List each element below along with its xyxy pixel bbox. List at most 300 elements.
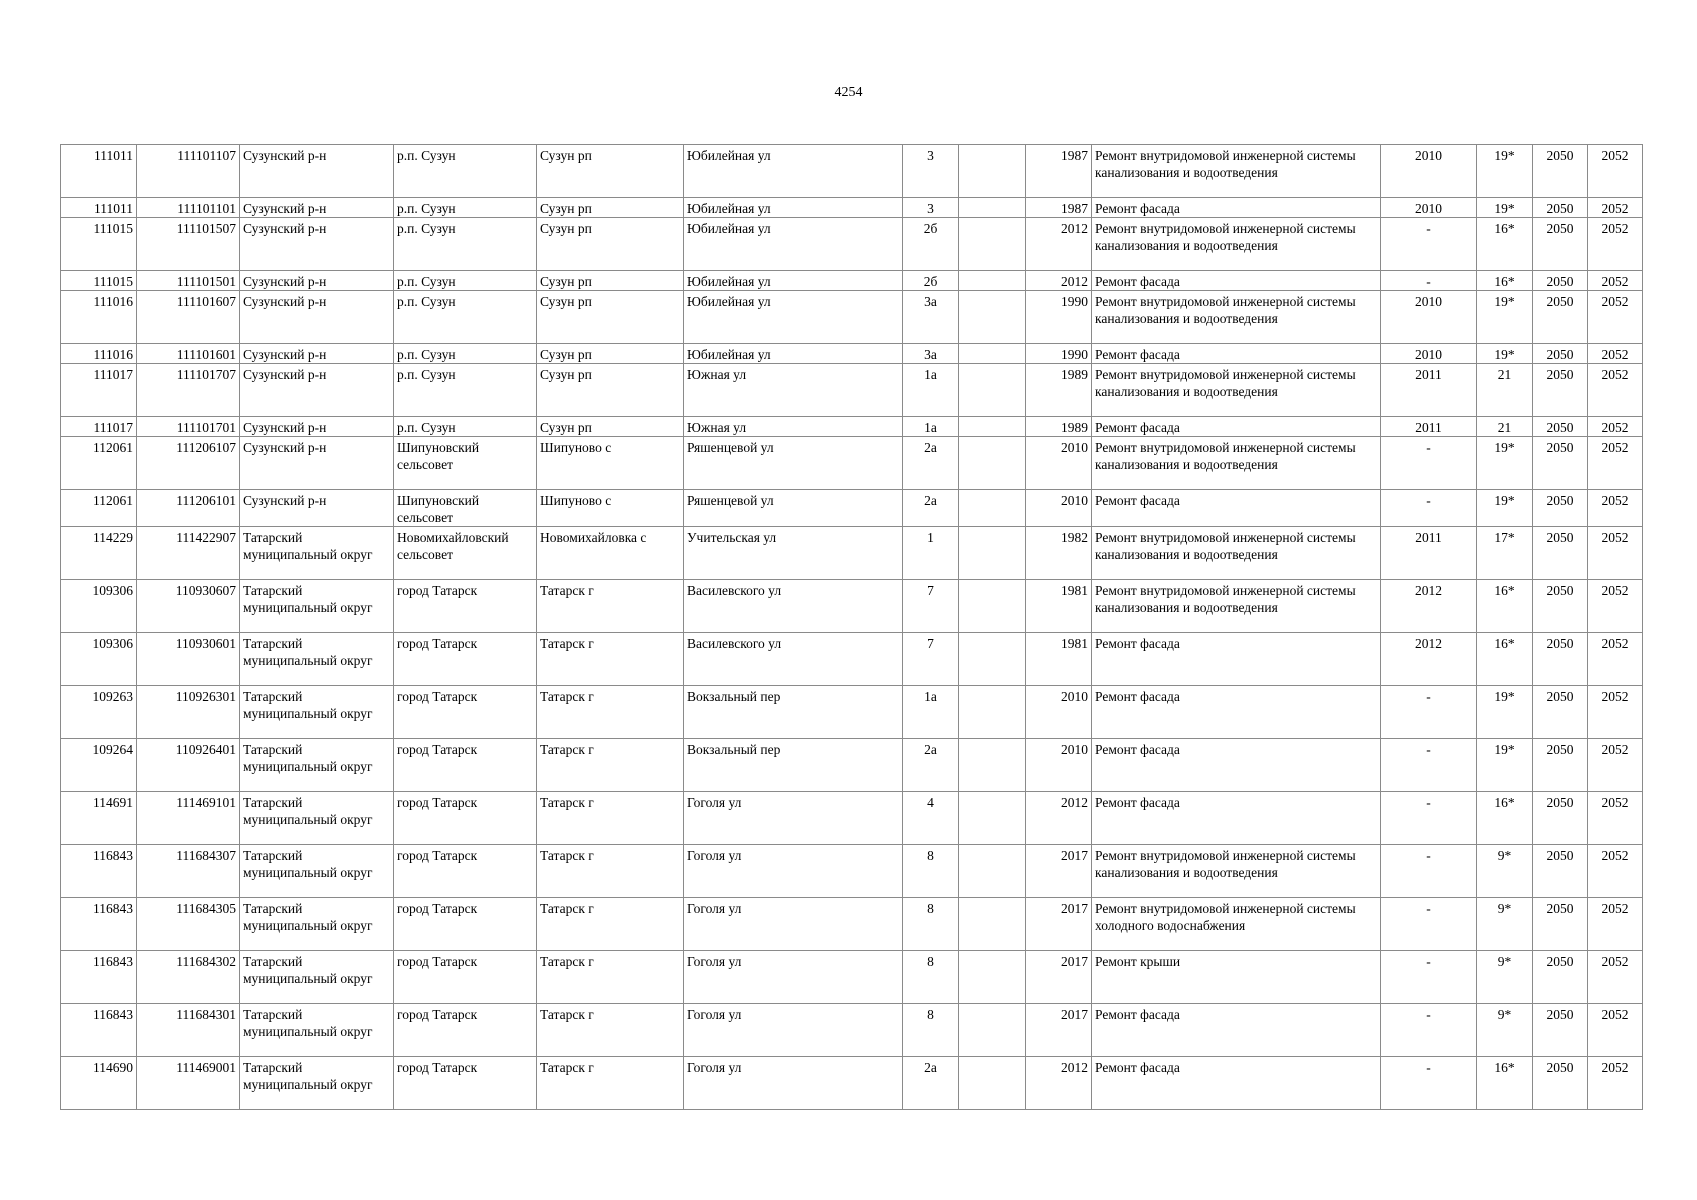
cell-wear: 19* (1477, 198, 1533, 218)
cell-house-number: 2а (903, 437, 959, 490)
cell-building (959, 1057, 1026, 1110)
cell-wear: 19* (1477, 490, 1533, 527)
cell-plan-start: 2050 (1533, 291, 1588, 344)
cell-house-number: 8 (903, 1004, 959, 1057)
cell-work-type: Ремонт внутридомовой инженерной системы канализования и водоотведения (1092, 145, 1381, 198)
cell-house-number: 3а (903, 291, 959, 344)
cell-locality: Сузун рп (537, 145, 684, 198)
cell-locality: Сузун рп (537, 344, 684, 364)
cell-street: Гоголя ул (684, 792, 903, 845)
cell-municipality: Татарский муниципальный округ (240, 527, 394, 580)
cell-work-id: 111206101 (137, 490, 240, 527)
cell-wear: 19* (1477, 739, 1533, 792)
cell-work-id: 111101607 (137, 291, 240, 344)
cell-plan-end: 2052 (1588, 271, 1643, 291)
cell-work-id: 111684305 (137, 898, 240, 951)
cell-building (959, 951, 1026, 1004)
cell-street: Южная ул (684, 417, 903, 437)
cell-work-id: 111469001 (137, 1057, 240, 1110)
cell-house-number: 1а (903, 686, 959, 739)
cell-municipality: Татарский муниципальный округ (240, 845, 394, 898)
cell-work-id: 111206107 (137, 437, 240, 490)
cell-object-id: 112061 (61, 437, 137, 490)
cell-object-id: 109263 (61, 686, 137, 739)
cell-building (959, 792, 1026, 845)
cell-house-number: 1а (903, 417, 959, 437)
cell-year-built: 2010 (1026, 437, 1092, 490)
cell-work-type: Ремонт фасада (1092, 344, 1381, 364)
cell-object-id: 114691 (61, 792, 137, 845)
cell-last-repair-year: 2010 (1381, 198, 1477, 218)
cell-settlement: Новомихайловский сельсовет (394, 527, 537, 580)
cell-municipality: Сузунский р-н (240, 437, 394, 490)
cell-work-type: Ремонт внутридомовой инженерной системы канализования и водоотведения (1092, 291, 1381, 344)
table-row (61, 739, 1643, 792)
cell-last-repair-year: 2010 (1381, 291, 1477, 344)
table-row (61, 633, 1643, 686)
cell-wear: 16* (1477, 271, 1533, 291)
cell-last-repair-year: - (1381, 792, 1477, 845)
cell-settlement: город Татарск (394, 792, 537, 845)
cell-plan-end: 2052 (1588, 633, 1643, 686)
cell-work-type: Ремонт фасада (1092, 686, 1381, 739)
cell-municipality: Сузунский р-н (240, 218, 394, 271)
cell-plan-start: 2050 (1533, 633, 1588, 686)
cell-object-id: 111017 (61, 417, 137, 437)
cell-object-id: 109306 (61, 580, 137, 633)
cell-object-id: 116843 (61, 1004, 137, 1057)
cell-building (959, 580, 1026, 633)
cell-building (959, 527, 1026, 580)
cell-street: Южная ул (684, 364, 903, 417)
cell-settlement: Шипуновский сельсовет (394, 437, 537, 490)
cell-object-id: 111015 (61, 271, 137, 291)
cell-plan-start: 2050 (1533, 580, 1588, 633)
cell-municipality: Сузунский р-н (240, 271, 394, 291)
cell-work-id: 111684307 (137, 845, 240, 898)
cell-last-repair-year: 2011 (1381, 417, 1477, 437)
cell-work-id: 111469101 (137, 792, 240, 845)
cell-year-built: 2017 (1026, 1004, 1092, 1057)
cell-work-id: 111101707 (137, 364, 240, 417)
cell-building (959, 845, 1026, 898)
cell-locality: Татарск г (537, 580, 684, 633)
cell-locality: Татарск г (537, 1057, 684, 1110)
table-row (61, 364, 1643, 417)
cell-last-repair-year: 2012 (1381, 580, 1477, 633)
cell-last-repair-year: 2012 (1381, 633, 1477, 686)
cell-work-type: Ремонт фасада (1092, 633, 1381, 686)
cell-object-id: 111017 (61, 364, 137, 417)
cell-municipality: Сузунский р-н (240, 291, 394, 344)
cell-plan-end: 2052 (1588, 1004, 1643, 1057)
cell-locality: Татарск г (537, 1004, 684, 1057)
cell-plan-start: 2050 (1533, 951, 1588, 1004)
cell-plan-end: 2052 (1588, 951, 1643, 1004)
cell-last-repair-year: 2010 (1381, 344, 1477, 364)
cell-year-built: 2010 (1026, 490, 1092, 527)
cell-last-repair-year: 2010 (1381, 145, 1477, 198)
cell-municipality: Татарский муниципальный округ (240, 580, 394, 633)
cell-plan-start: 2050 (1533, 792, 1588, 845)
cell-work-type: Ремонт фасада (1092, 739, 1381, 792)
cell-settlement: р.п. Сузун (394, 218, 537, 271)
cell-plan-start: 2050 (1533, 898, 1588, 951)
cell-settlement: город Татарск (394, 1004, 537, 1057)
page-number: 4254 (834, 85, 863, 100)
cell-work-id: 110930607 (137, 580, 240, 633)
cell-wear: 16* (1477, 792, 1533, 845)
cell-municipality: Татарский муниципальный округ (240, 1004, 394, 1057)
cell-year-built: 1981 (1026, 633, 1092, 686)
cell-house-number: 2б (903, 218, 959, 271)
table-row (61, 1057, 1643, 1110)
cell-work-id: 111684301 (137, 1004, 240, 1057)
cell-work-type: Ремонт внутридомовой инженерной системы канализования и водоотведения (1092, 845, 1381, 898)
cell-year-built: 1981 (1026, 580, 1092, 633)
cell-year-built: 2012 (1026, 218, 1092, 271)
cell-plan-end: 2052 (1588, 845, 1643, 898)
cell-street: Гоголя ул (684, 1004, 903, 1057)
cell-settlement: город Татарск (394, 951, 537, 1004)
cell-plan-start: 2050 (1533, 417, 1588, 437)
cell-building (959, 686, 1026, 739)
cell-last-repair-year: - (1381, 271, 1477, 291)
cell-plan-end: 2052 (1588, 198, 1643, 218)
cell-year-built: 2012 (1026, 1057, 1092, 1110)
cell-house-number: 4 (903, 792, 959, 845)
cell-last-repair-year: 2011 (1381, 364, 1477, 417)
cell-last-repair-year: - (1381, 951, 1477, 1004)
cell-work-type: Ремонт фасада (1092, 1057, 1381, 1110)
cell-work-type: Ремонт внутридомовой инженерной системы канализования и водоотведения (1092, 527, 1381, 580)
cell-object-id: 114229 (61, 527, 137, 580)
cell-work-type: Ремонт внутридомовой инженерной системы канализования и водоотведения (1092, 218, 1381, 271)
cell-municipality: Татарский муниципальный округ (240, 739, 394, 792)
cell-last-repair-year: - (1381, 437, 1477, 490)
cell-street: Юбилейная ул (684, 198, 903, 218)
cell-plan-start: 2050 (1533, 437, 1588, 490)
table-row (61, 490, 1643, 527)
table-row (61, 344, 1643, 364)
cell-house-number: 3 (903, 145, 959, 198)
cell-street: Гоголя ул (684, 1057, 903, 1110)
cell-work-id: 110930601 (137, 633, 240, 686)
cell-building (959, 490, 1026, 527)
cell-year-built: 1990 (1026, 344, 1092, 364)
cell-locality: Сузун рп (537, 417, 684, 437)
cell-street: Гоголя ул (684, 845, 903, 898)
cell-municipality: Сузунский р-н (240, 198, 394, 218)
table-row (61, 527, 1643, 580)
cell-house-number: 8 (903, 898, 959, 951)
cell-work-id: 111422907 (137, 527, 240, 580)
cell-locality: Сузун рп (537, 291, 684, 344)
cell-settlement: город Татарск (394, 633, 537, 686)
cell-plan-start: 2050 (1533, 686, 1588, 739)
cell-work-type: Ремонт фасада (1092, 792, 1381, 845)
cell-last-repair-year: - (1381, 1057, 1477, 1110)
cell-wear: 21 (1477, 417, 1533, 437)
cell-municipality: Сузунский р-н (240, 145, 394, 198)
cell-last-repair-year: - (1381, 218, 1477, 271)
cell-year-built: 1990 (1026, 291, 1092, 344)
cell-plan-start: 2050 (1533, 845, 1588, 898)
cell-wear: 19* (1477, 344, 1533, 364)
cell-settlement: р.п. Сузун (394, 364, 537, 417)
cell-settlement: город Татарск (394, 739, 537, 792)
cell-wear: 9* (1477, 898, 1533, 951)
cell-last-repair-year: - (1381, 739, 1477, 792)
cell-house-number: 1а (903, 364, 959, 417)
cell-building (959, 218, 1026, 271)
cell-building (959, 145, 1026, 198)
cell-street: Гоголя ул (684, 951, 903, 1004)
cell-locality: Шипуново с (537, 437, 684, 490)
cell-street: Юбилейная ул (684, 344, 903, 364)
cell-object-id: 114690 (61, 1057, 137, 1110)
cell-settlement: город Татарск (394, 686, 537, 739)
cell-locality: Татарск г (537, 792, 684, 845)
cell-plan-start: 2050 (1533, 1057, 1588, 1110)
cell-building (959, 271, 1026, 291)
cell-plan-start: 2050 (1533, 364, 1588, 417)
cell-house-number: 8 (903, 845, 959, 898)
cell-municipality: Татарский муниципальный округ (240, 951, 394, 1004)
cell-year-built: 2012 (1026, 792, 1092, 845)
cell-plan-start: 2050 (1533, 271, 1588, 291)
table-row (61, 271, 1643, 291)
cell-municipality: Татарский муниципальный округ (240, 792, 394, 845)
cell-locality: Сузун рп (537, 198, 684, 218)
cell-street: Ряшенцевой ул (684, 490, 903, 527)
cell-wear: 16* (1477, 633, 1533, 686)
cell-settlement: р.п. Сузун (394, 198, 537, 218)
cell-object-id: 109264 (61, 739, 137, 792)
cell-object-id: 111015 (61, 218, 137, 271)
cell-house-number: 2а (903, 1057, 959, 1110)
cell-settlement: Шипуновский сельсовет (394, 490, 537, 527)
cell-street: Василевского ул (684, 633, 903, 686)
cell-building (959, 344, 1026, 364)
cell-wear: 21 (1477, 364, 1533, 417)
cell-municipality: Сузунский р-н (240, 490, 394, 527)
cell-building (959, 739, 1026, 792)
cell-wear: 16* (1477, 580, 1533, 633)
cell-plan-start: 2050 (1533, 344, 1588, 364)
cell-locality: Татарск г (537, 686, 684, 739)
cell-municipality: Сузунский р-н (240, 417, 394, 437)
cell-house-number: 8 (903, 951, 959, 1004)
cell-work-type: Ремонт фасада (1092, 1004, 1381, 1057)
cell-wear: 19* (1477, 145, 1533, 198)
cell-settlement: город Татарск (394, 580, 537, 633)
cell-plan-end: 2052 (1588, 145, 1643, 198)
cell-wear: 9* (1477, 845, 1533, 898)
table-row (61, 845, 1643, 898)
cell-street: Гоголя ул (684, 898, 903, 951)
cell-street: Юбилейная ул (684, 291, 903, 344)
cell-plan-start: 2050 (1533, 1004, 1588, 1057)
cell-wear: 16* (1477, 1057, 1533, 1110)
cell-plan-start: 2050 (1533, 218, 1588, 271)
cell-work-type: Ремонт внутридомовой инженерной системы канализования и водоотведения (1092, 580, 1381, 633)
cell-house-number: 2а (903, 739, 959, 792)
cell-plan-start: 2050 (1533, 490, 1588, 527)
cell-work-type: Ремонт внутридомовой инженерной системы холодного водоснабжения (1092, 898, 1381, 951)
cell-object-id: 111011 (61, 198, 137, 218)
cell-street: Вокзальный пер (684, 686, 903, 739)
cell-plan-end: 2052 (1588, 898, 1643, 951)
cell-work-id: 111101107 (137, 145, 240, 198)
cell-building (959, 364, 1026, 417)
cell-plan-start: 2050 (1533, 739, 1588, 792)
cell-building (959, 291, 1026, 344)
table-row (61, 1004, 1643, 1057)
cell-year-built: 1982 (1026, 527, 1092, 580)
cell-settlement: город Татарск (394, 1057, 537, 1110)
cell-object-id: 116843 (61, 951, 137, 1004)
cell-locality: Шипуново с (537, 490, 684, 527)
table-row (61, 951, 1643, 1004)
table-row (61, 291, 1643, 344)
table-row (61, 198, 1643, 218)
cell-settlement: р.п. Сузун (394, 291, 537, 344)
cell-plan-end: 2052 (1588, 1057, 1643, 1110)
cell-plan-end: 2052 (1588, 344, 1643, 364)
cell-building (959, 198, 1026, 218)
cell-plan-end: 2052 (1588, 218, 1643, 271)
cell-wear: 17* (1477, 527, 1533, 580)
cell-wear: 19* (1477, 437, 1533, 490)
cell-work-id: 111101701 (137, 417, 240, 437)
cell-locality: Новомихайловка с (537, 527, 684, 580)
cell-house-number: 2а (903, 490, 959, 527)
cell-plan-end: 2052 (1588, 739, 1643, 792)
cell-work-type: Ремонт фасада (1092, 417, 1381, 437)
cell-municipality: Сузунский р-н (240, 364, 394, 417)
cell-year-built: 2012 (1026, 271, 1092, 291)
cell-plan-end: 2052 (1588, 686, 1643, 739)
cell-street: Учительская ул (684, 527, 903, 580)
cell-street: Ряшенцевой ул (684, 437, 903, 490)
cell-plan-end: 2052 (1588, 580, 1643, 633)
cell-work-type: Ремонт внутридомовой инженерной системы канализования и водоотведения (1092, 364, 1381, 417)
table-row (61, 580, 1643, 633)
cell-last-repair-year: - (1381, 686, 1477, 739)
cell-last-repair-year: - (1381, 490, 1477, 527)
cell-last-repair-year: - (1381, 845, 1477, 898)
cell-building (959, 417, 1026, 437)
cell-work-id: 111101601 (137, 344, 240, 364)
cell-street: Юбилейная ул (684, 271, 903, 291)
cell-municipality: Татарский муниципальный округ (240, 686, 394, 739)
cell-house-number: 7 (903, 633, 959, 686)
cell-locality: Татарск г (537, 845, 684, 898)
cell-year-built: 2017 (1026, 898, 1092, 951)
cell-wear: 19* (1477, 291, 1533, 344)
cell-wear: 19* (1477, 686, 1533, 739)
cell-object-id: 111016 (61, 291, 137, 344)
cell-municipality: Татарский муниципальный округ (240, 898, 394, 951)
cell-work-id: 111101507 (137, 218, 240, 271)
cell-settlement: р.п. Сузун (394, 344, 537, 364)
cell-work-type: Ремонт внутридомовой инженерной системы канализования и водоотведения (1092, 437, 1381, 490)
cell-house-number: 7 (903, 580, 959, 633)
register-table (60, 144, 1643, 1110)
register-body (61, 145, 1643, 1110)
cell-plan-end: 2052 (1588, 792, 1643, 845)
cell-year-built: 1989 (1026, 364, 1092, 417)
cell-plan-end: 2052 (1588, 437, 1643, 490)
cell-object-id: 112061 (61, 490, 137, 527)
cell-locality: Татарск г (537, 633, 684, 686)
cell-plan-end: 2052 (1588, 291, 1643, 344)
table-row (61, 437, 1643, 490)
cell-locality: Сузун рп (537, 271, 684, 291)
cell-plan-start: 2050 (1533, 145, 1588, 198)
cell-plan-start: 2050 (1533, 527, 1588, 580)
cell-locality: Татарск г (537, 739, 684, 792)
table-row (61, 145, 1643, 198)
cell-wear: 9* (1477, 951, 1533, 1004)
cell-building (959, 1004, 1026, 1057)
cell-house-number: 1 (903, 527, 959, 580)
cell-street: Василевского ул (684, 580, 903, 633)
cell-plan-end: 2052 (1588, 364, 1643, 417)
cell-house-number: 2б (903, 271, 959, 291)
cell-work-id: 111101501 (137, 271, 240, 291)
table-row (61, 218, 1643, 271)
cell-plan-start: 2050 (1533, 198, 1588, 218)
cell-settlement: город Татарск (394, 845, 537, 898)
cell-object-id: 116843 (61, 845, 137, 898)
cell-work-id: 110926401 (137, 739, 240, 792)
cell-object-id: 111011 (61, 145, 137, 198)
cell-year-built: 1987 (1026, 145, 1092, 198)
cell-municipality: Татарский муниципальный округ (240, 633, 394, 686)
cell-settlement: город Татарск (394, 898, 537, 951)
cell-work-type: Ремонт фасада (1092, 271, 1381, 291)
table-row (61, 792, 1643, 845)
cell-street: Юбилейная ул (684, 218, 903, 271)
cell-settlement: р.п. Сузун (394, 271, 537, 291)
cell-municipality: Сузунский р-н (240, 344, 394, 364)
cell-year-built: 2017 (1026, 845, 1092, 898)
cell-year-built: 2010 (1026, 739, 1092, 792)
cell-wear: 9* (1477, 1004, 1533, 1057)
cell-house-number: 3а (903, 344, 959, 364)
cell-work-id: 111101101 (137, 198, 240, 218)
table-row (61, 898, 1643, 951)
cell-work-id: 110926301 (137, 686, 240, 739)
cell-last-repair-year: 2011 (1381, 527, 1477, 580)
cell-last-repair-year: - (1381, 898, 1477, 951)
cell-last-repair-year: - (1381, 1004, 1477, 1057)
cell-settlement: р.п. Сузун (394, 145, 537, 198)
cell-object-id: 116843 (61, 898, 137, 951)
cell-municipality: Татарский муниципальный округ (240, 1057, 394, 1110)
cell-work-type: Ремонт фасада (1092, 490, 1381, 527)
cell-object-id: 109306 (61, 633, 137, 686)
cell-building (959, 898, 1026, 951)
cell-locality: Татарск г (537, 898, 684, 951)
cell-building (959, 437, 1026, 490)
cell-plan-end: 2052 (1588, 417, 1643, 437)
cell-work-id: 111684302 (137, 951, 240, 1004)
cell-locality: Сузун рп (537, 364, 684, 417)
cell-street: Юбилейная ул (684, 145, 903, 198)
